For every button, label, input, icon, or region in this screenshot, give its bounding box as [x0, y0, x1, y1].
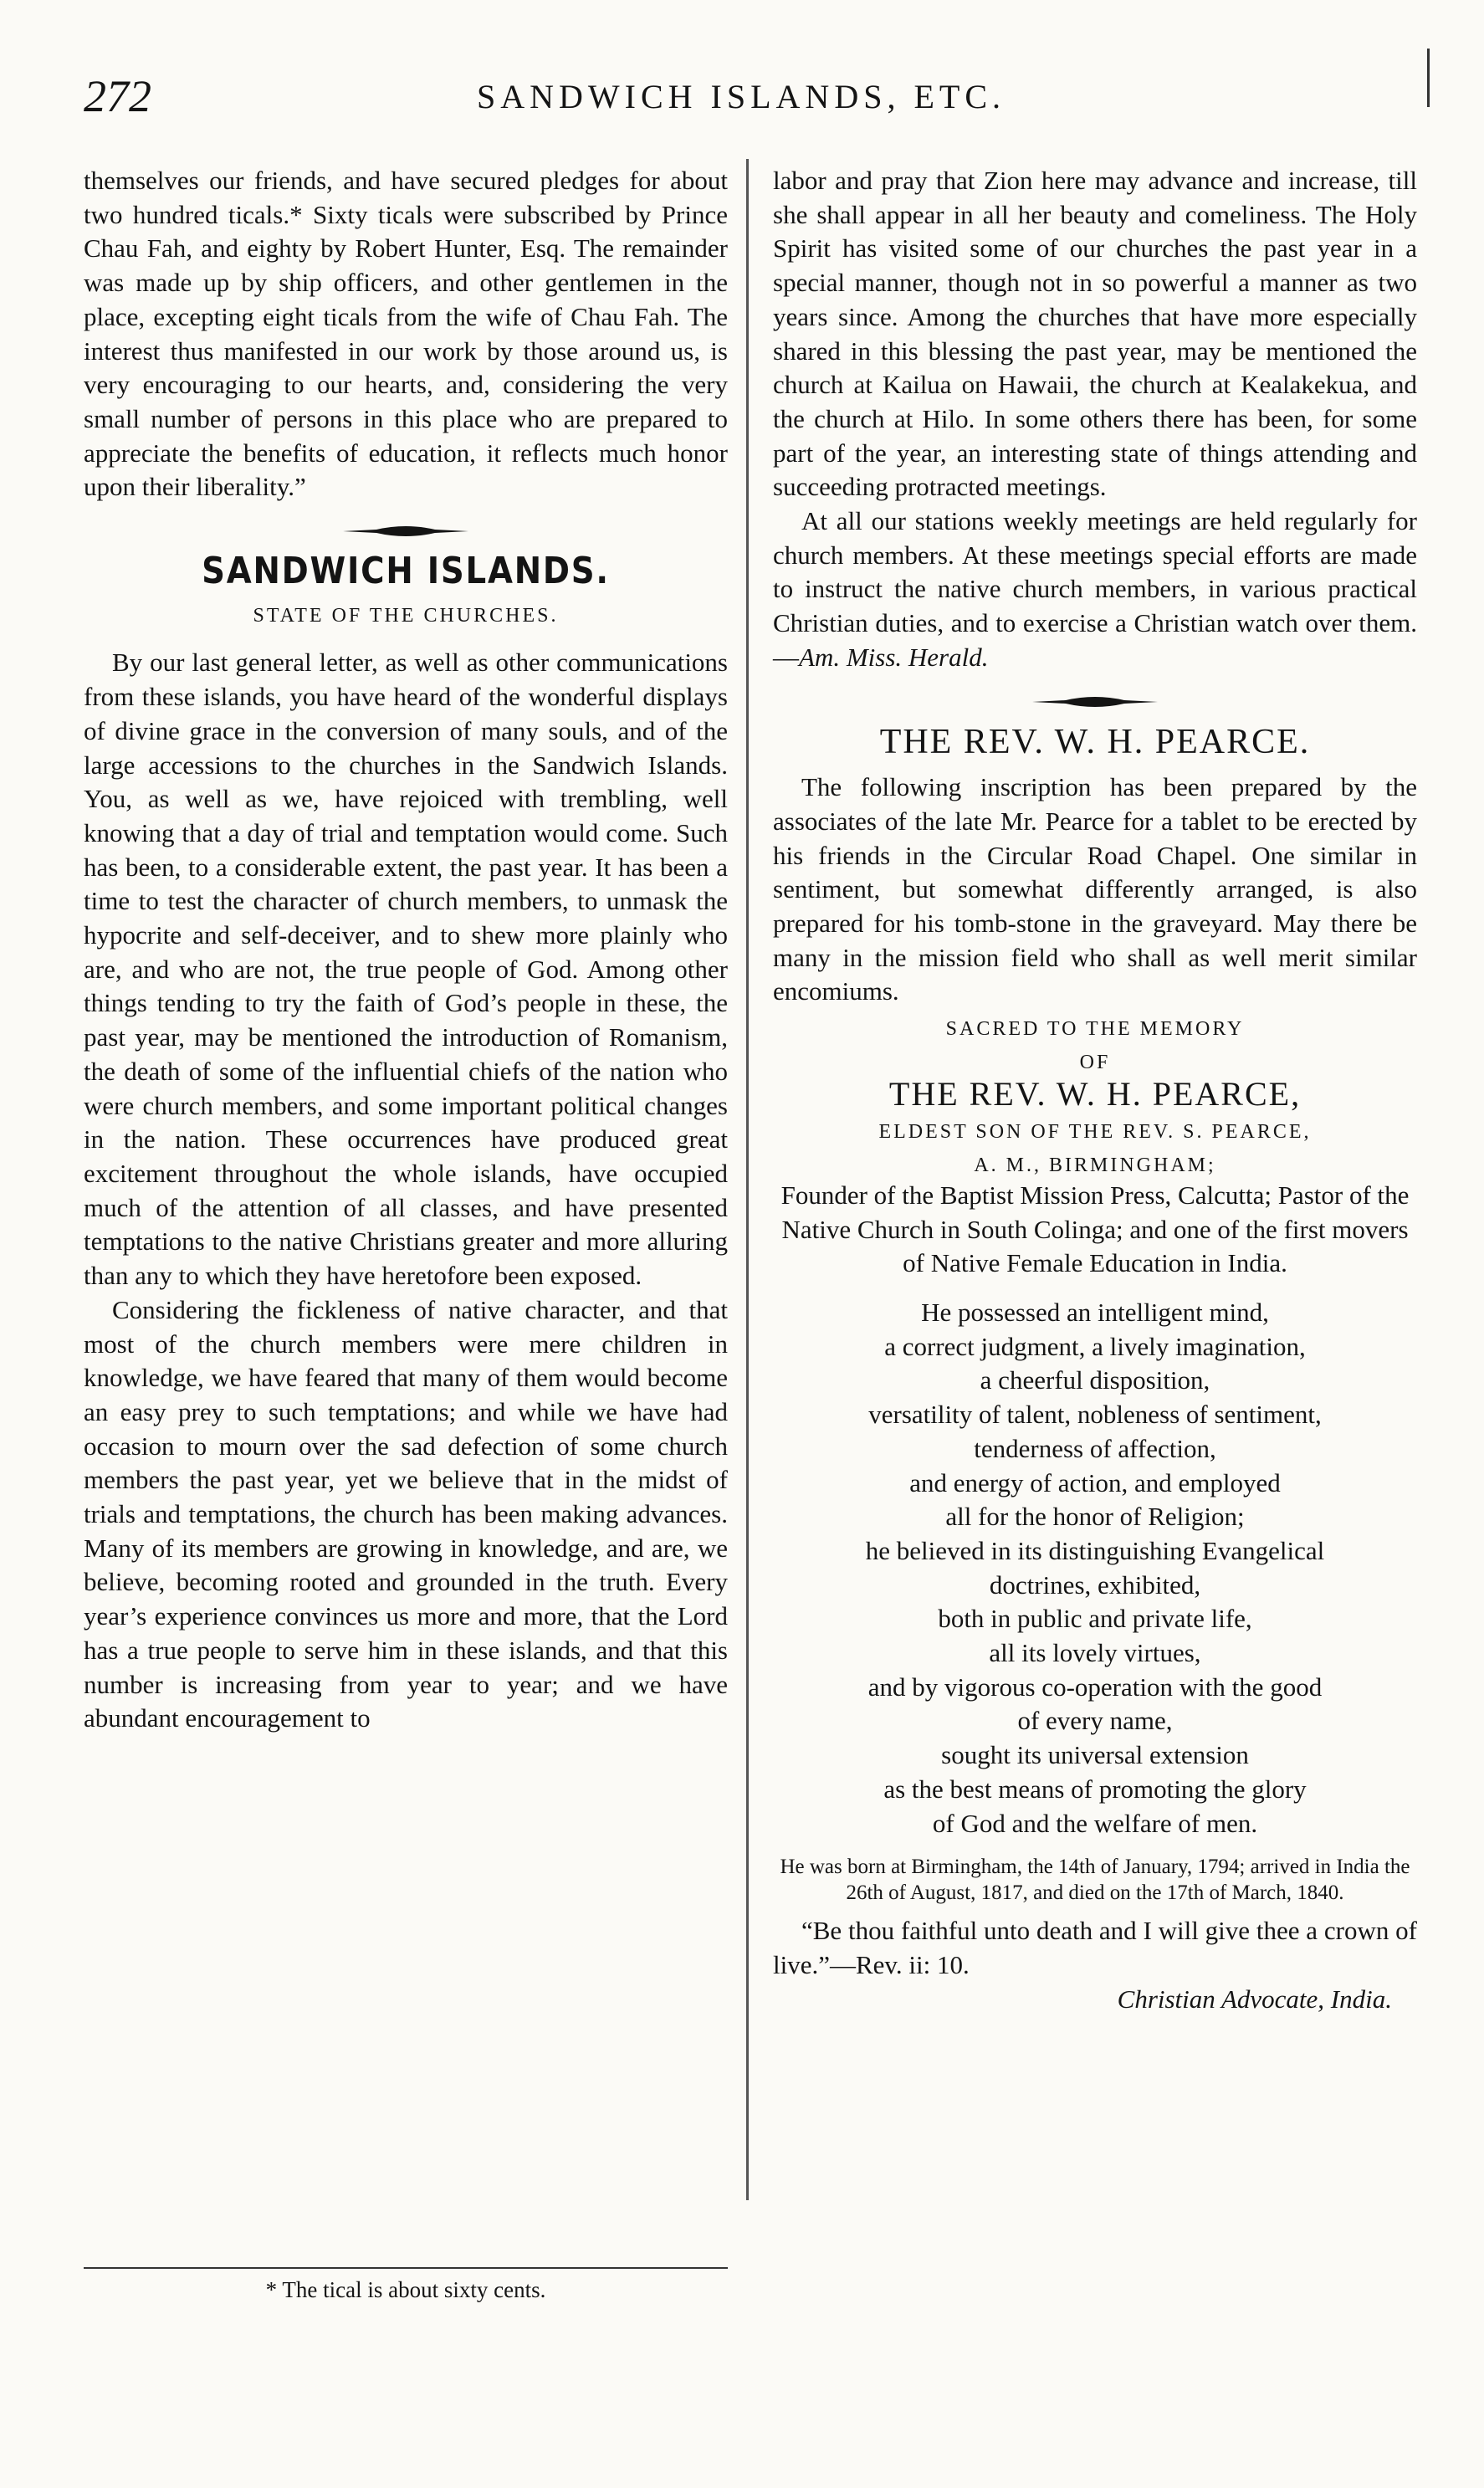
verse-line: and by vigorous co-operation with the good: [867, 1671, 1323, 1702]
verse-line: he believed in its distinguishing Evangelical: [865, 1535, 1325, 1565]
edge-mark: [1427, 49, 1430, 107]
verse-line: of God and the welfare of men.: [932, 1808, 1258, 1838]
source-attribution: Christian Advocate, India.: [1117, 1984, 1392, 2014]
founder-text: Founder of the Baptist Mission Press, Calcutta; Pastor of the Native Church in South Colinga; and one of the first movers of Native Female Education in India.: [780, 1180, 1410, 1278]
verse-line: He possessed an intelligent mind,: [921, 1297, 1269, 1327]
article-intro: The following inscription has been prepared by the associates of the late Mr. Pearce for a tablet to be erected by his friends in the Circular Road Chapel. One similar in sentiment, but somewhat differently arranged, is also prepared for his tomb-stone in the graveyard. May there be many in the mission field who shall as well merit similar encomiums.: [773, 772, 1417, 1006]
verse-line: versatility of talent, nobleness of sentiment,: [868, 1400, 1322, 1430]
memorial-son: ELDEST SON OF THE REV. S. PEARCE,: [878, 1120, 1312, 1143]
verse-line: a cheerful disposition,: [980, 1365, 1210, 1395]
verse-line: all for the honor of Religion;: [945, 1502, 1245, 1532]
scripture-quote: “Be thou faithful unto death and I will give thee a crown of live.”—Rev. ii: 10.: [773, 1916, 1417, 1979]
column-rule: [746, 159, 749, 2200]
memorial-of: OF: [1079, 1052, 1111, 1074]
verse-line: and energy of action, and employed: [909, 1467, 1281, 1497]
verse-line: both in public and private life,: [938, 1604, 1252, 1634]
meetings-source: Am. Miss. Herald.: [799, 642, 989, 672]
memorial-verse: [773, 1296, 1417, 1840]
verse-line: a correct judgment, a lively imagination,: [884, 1331, 1306, 1361]
running-head: SANDWICH ISLANDS, ETC.: [477, 78, 1006, 115]
section-subtitle: STATE OF THE CHURCHES.: [253, 604, 559, 627]
section-title: SANDWICH ISLANDS.: [202, 550, 610, 593]
left-column: [84, 164, 728, 1736]
right-column: [773, 164, 1417, 2016]
footnote-rule: [84, 2267, 728, 2269]
page-header: [84, 70, 1405, 129]
article-title: THE REV. W. H. PEARCE.: [879, 722, 1311, 761]
meetings-text: At all our stations weekly meetings are held regularly for church members. At these meetings special efforts are made to instruct the native church members, in various practical Christian duties, and to exercise a Christian watch over them.—: [773, 506, 1417, 672]
continued-paragraph: labor and pray that Zion here may advance and increase, till she shall appear in all her beauty and comeliness. The Holy Spirit has visited some of our churches the past year in a special manner, though not in so powerful a manner as two years since. Among the churches that have more especially shared in this blessing the past year, may be mentioned the church at Kailua on Hawaii, the church at Kealakekua, and the church at Hilo. In some others there has been, for some part of the year, an interesting state of things attending and succeeding protracted meetings.: [773, 166, 1417, 502]
body-paragraph: Considering the fickleness of native character, and that most of the church members were mere children in knowledge, we have feared that many of them would become an easy prey to such temptations; and while we have had occasion to mourn over the sad defection of some church members the past year, yet we believe that in the midst of trials and temptations, the church has been making advances. Many of its members are growing in knowledge, and are, we believe, becoming rooted and grounded in the truth. Every year’s experience convinces us more and more, that the Lord has a true people to serve him in these islands, and that this number is increasing from year to year; and we have abundant encouragement to: [84, 1294, 728, 1733]
memorial-name: THE REV. W. H. PEARCE,: [888, 1075, 1302, 1113]
page-number: 272: [84, 71, 151, 121]
verse-line: all its lovely virtues,: [989, 1638, 1201, 1668]
intro-paragraph: themselves our friends, and have secured pledges for about two hundred ticals.* Sixty ticals were subscribed by Prince Chau Fah, and eighty by Robert Hunter, Esq. The remainder was made up by ship officers, and other gentlemen in the place, excepting eight ticals from the wife of Chau Fah. The interest thus manifested in our work by those around us, is very encouraging to our hearts, and, considering the very small number of persons in this place who are prepared to appreciate the benefits of education, it reflects much honor upon their liberality.”: [84, 166, 728, 502]
footnote: * The tical is about sixty cents.: [265, 2277, 546, 2302]
verse-line: doctrines, exhibited,: [989, 1569, 1201, 1600]
verse-line: as the best means of promoting the glory: [883, 1774, 1307, 1804]
birth-note: He was born at Birmingham, the 14th of January, 1794; arrived in India the 26th of August, 1817, and died on the 17th of March, 1840.: [780, 1856, 1410, 1905]
verse-line: tenderness of affection,: [974, 1433, 1216, 1463]
body-paragraph: By our last general letter, as well as other communications from these islands, you have heard of the wonderful displays of divine grace in the conversion of many souls, and of the large accessions to the churches in the Sandwich Islands. You, as well as we, have rejoiced with trembling, well knowing that a day of trial and temptation would come. Such has been, to a considerable extent, the past year. It has been a time to test the character of church members, to unmask the hypocrite and self-deceiver, and to shew more plainly who are, and who are not, the true people of God. Among other things tending to try the faith of God’s people in these, the past year, may be mentioned the introduction of Romanism, the death of some of the influential chiefs of the nation who were church members, and some important political changes in the nation. These occurrences have produced great excitement throughout the whole islands, have occupied much of the attention of all classes, and have presented temptations to the native Christians greater and more alluring than any to which they have heretofore been exposed.: [84, 648, 728, 1291]
verse-line: sought its universal extension: [941, 1740, 1249, 1770]
memorial-dedication: SACRED TO THE MEMORY: [945, 1018, 1245, 1041]
divider-ornament: [343, 523, 468, 540]
verse-line: of every name,: [1017, 1706, 1173, 1736]
meetings-paragraph: [773, 504, 1417, 675]
divider-ornament: [1032, 694, 1158, 710]
memorial-degree: A. M., BIRMINGHAM;: [974, 1154, 1216, 1176]
